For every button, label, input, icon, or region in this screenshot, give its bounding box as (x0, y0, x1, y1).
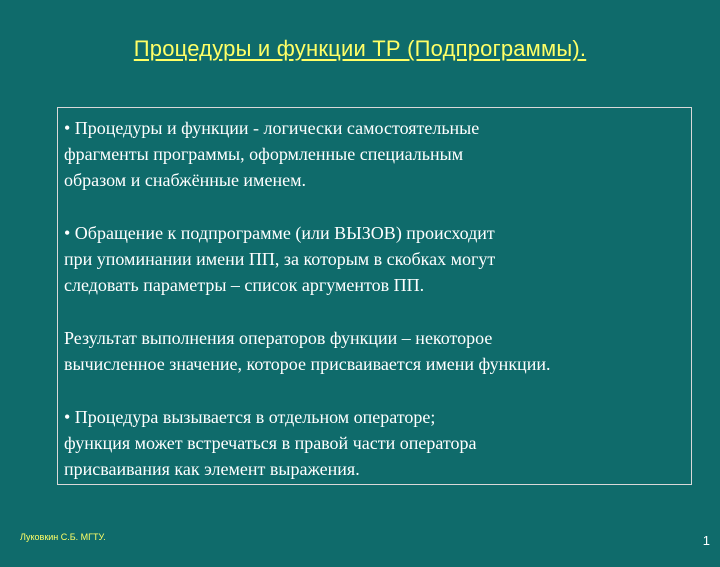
paragraph-call (64, 220, 684, 298)
text-line: • Процедуры и функции - логически самостоятельные (64, 118, 480, 138)
slide-title: Процедуры и функции ТР (Подпрограммы). (133, 36, 587, 61)
text-line: присваивания как элемент выражения. (64, 459, 360, 479)
text-line: фрагменты программы, оформленные специальным (64, 144, 464, 164)
paragraph-procedure-vs-function (64, 404, 684, 482)
text-line: вычисленное значение, которое присваивается имени функции. (64, 354, 551, 374)
text-line: Результат выполнения операторов функции – некоторое (64, 328, 493, 348)
text-line: при упоминании имени ПП, за которым в скобках могут (64, 249, 496, 269)
paragraph-procedures-definition (64, 115, 684, 193)
text-line: образом и снабжённые именем. (64, 170, 306, 190)
text-line: функция может встречаться в правой части оператора (64, 433, 477, 453)
footer-author: Луковкин С.Б. МГТУ. (20, 532, 106, 542)
text-line: • Обращение к подпрограмме (или ВЫЗОВ) происходит (64, 223, 495, 243)
text-line: • Процедура вызывается в отдельном операторе; (64, 407, 436, 427)
text-line: следовать параметры – список аргументов ПП. (64, 275, 425, 295)
page-number: 1 (702, 533, 710, 548)
paragraph-function-result (64, 325, 684, 377)
